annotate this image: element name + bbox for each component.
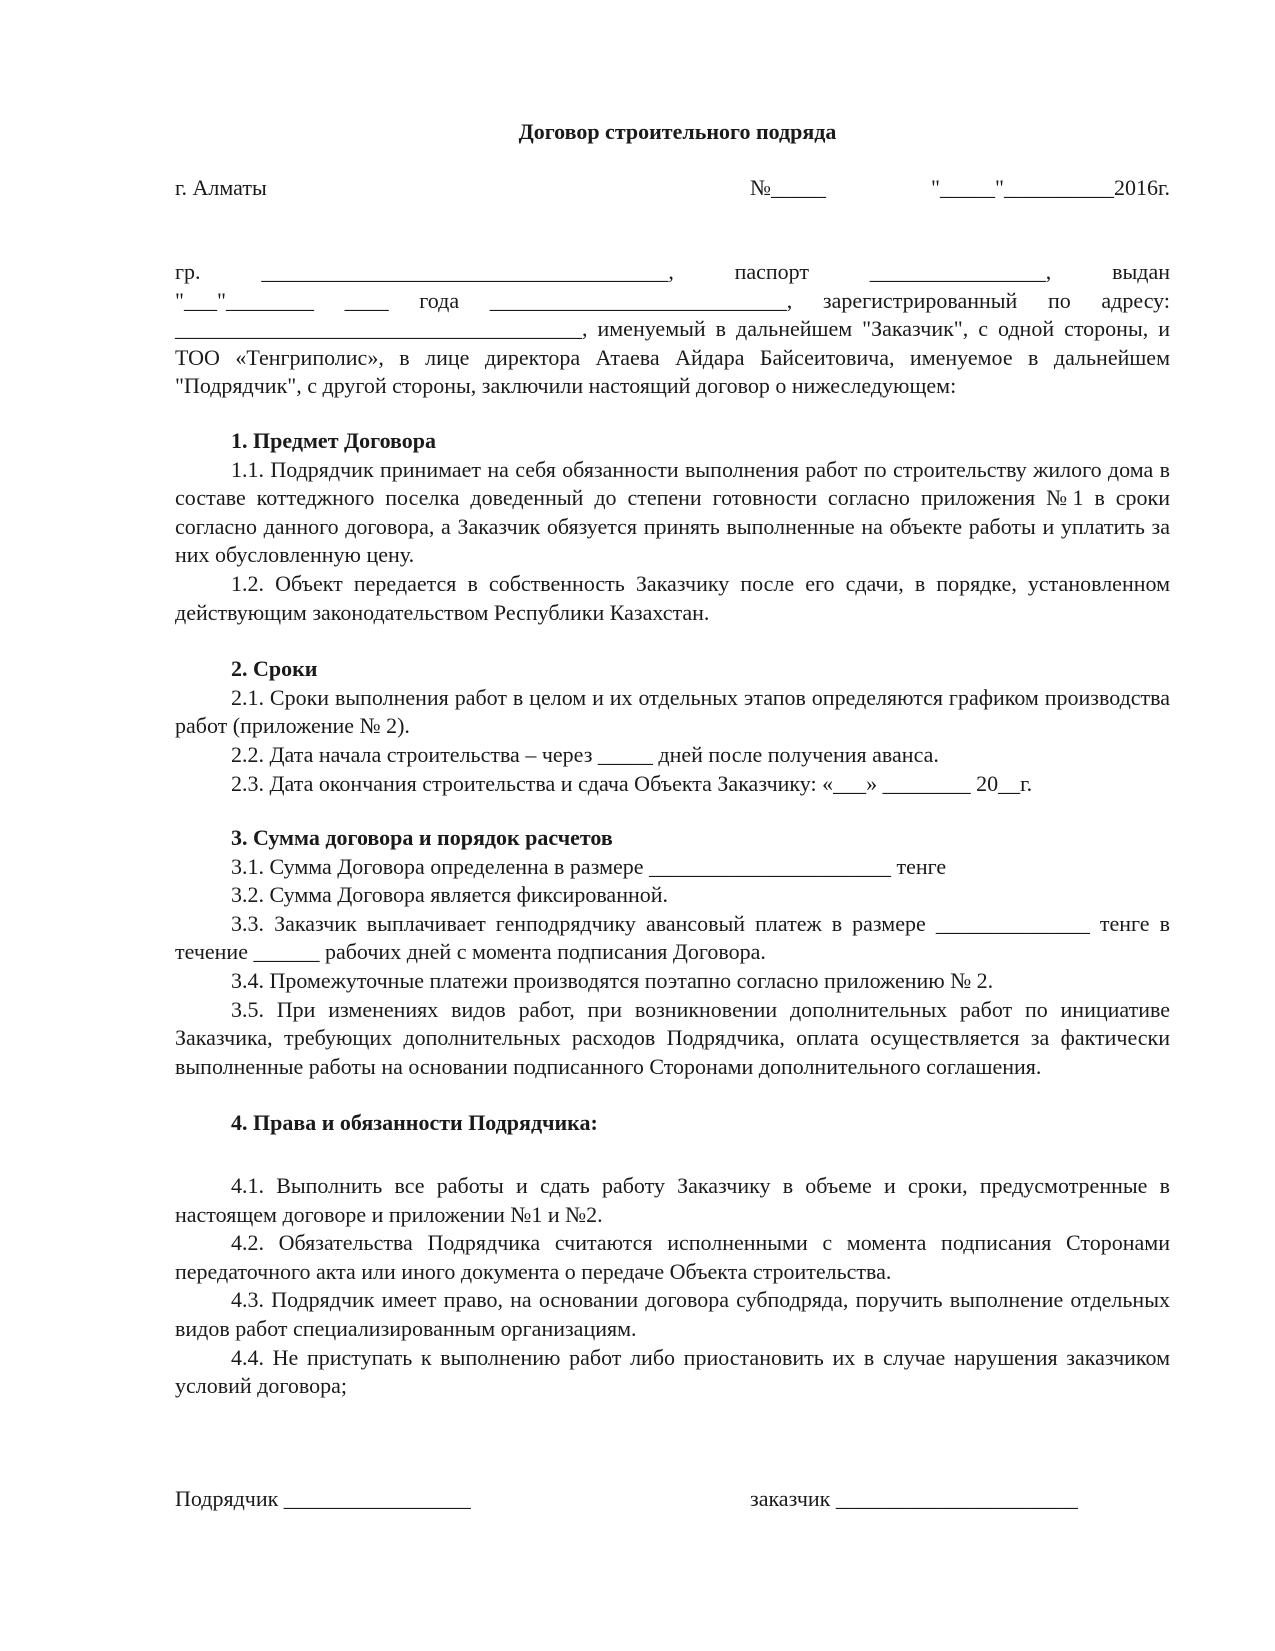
clause-3-1: 3.1. Сумма Договора определенна в размере ______________________ тенге [231, 853, 947, 879]
clause-3-4: 3.4. Промежуточные платежи производятся поэтапно согласно приложению № 2. [231, 968, 994, 994]
clause-2-3: 2.3. Дата окончания строительства и сдача Объекта Заказчику: «___» ________ 20__г. [231, 770, 1033, 796]
clause-4-4: 4.4. Не приступать к выполнению работ либо приостановить их в случае нарушения заказчиком условий договора; [175, 1344, 1170, 1399]
clause-4-2: 4.2. Обязательства Подрядчика считаются исполненными с момента подписания Сторонами передаточного акта или иного документа о передаче Объекта строительства. [175, 1230, 1170, 1284]
clause-4-1: 4.1. Выполнить все работы и сдать работу Заказчику в объеме и сроки, предусмотренные в настоящем договоре и приложении №1 и №2. [175, 1173, 1170, 1227]
clause-4-3: 4.3. Подрядчик имеет право, на основании договора субподряда, поручить выполнение отдельных видов работ специализированным организациям. [175, 1287, 1170, 1341]
section-heading-3: 3. Сумма договора и порядок расчетов [231, 825, 613, 851]
preamble-line-2: "___"________ ____ года ___________________________, зарегистрированный по адресу: [175, 287, 1170, 313]
clause-3-3: 3.3. Заказчик выплачивает генподрядчику авансовый платеж в размере ______________ тенге в течение ______ рабочих дней с момента подписания Договора. [175, 910, 1170, 965]
clause-3-2: 3.2. Сумма Договора является фиксированной. [231, 882, 669, 908]
city: г. Алматы [175, 175, 267, 200]
clause-2-2: 2.2. Дата начала строительства – через _____ дней после получения аванса. [231, 741, 939, 767]
section-heading-1: 1. Предмет Договора [231, 427, 437, 453]
preamble-line-3: _____________________________________, именуемый в дальнейшем "Заказчик", с одной стороны, и ТОО «Тенгриполис», в лице директора Атаева Айдара Байсеитовича, именуемое в дальнейшем "Подрядчик", с другой стороны, заключили настоящий договор о нижеследующем: [175, 316, 1170, 399]
signature-customer: заказчик ______________________ [750, 1486, 1078, 1511]
document-title: Договор строительного подряда [518, 119, 837, 144]
contract-number: №_____ [750, 175, 826, 200]
section-heading-2: 2. Сроки [231, 656, 318, 682]
signature-row [175, 1484, 1170, 1516]
contract-body [175, 258, 1170, 1401]
clause-1-1: 1.1. Подрядчик принимает на себя обязанности выполнения работ по строительству жилого дома в составе коттеджного поселка доведенный до степени готовности согласно приложения №1 в сроки согласно данного договора, а Заказчик обязуется принять выполненные на объекте работы и уплатить за них обусловленную цену. [175, 456, 1170, 568]
preamble-line-1: гр. _____________________________________, паспорт ________________, выдан [175, 259, 1170, 284]
signature-contractor: Подрядчик _________________ [175, 1486, 471, 1511]
clause-2-1: 2.1. Сроки выполнения работ в целом и их отдельных этапов определяются графиком производства работ (приложение № 2). [175, 684, 1170, 739]
header-row [175, 173, 1170, 205]
contract-date: "_____"__________2016г. [930, 175, 1170, 200]
clause-3-5: 3.5. При изменениях видов работ, при возникновении дополнительных работ по инициативе Заказчика, требующих дополнительных расходов Подрядчика, оплата осуществляется за фактически выполненные работы на основании подписанного Сторонами дополнительного соглашения. [175, 996, 1170, 1079]
clause-1-2: 1.2. Объект передается в собственность Заказчику после его сдачи, в порядке, установленном действующим законодательством Республики Казахстан. [175, 570, 1170, 625]
section-heading-4: 4. Права и обязанности Подрядчика: [231, 1110, 598, 1136]
